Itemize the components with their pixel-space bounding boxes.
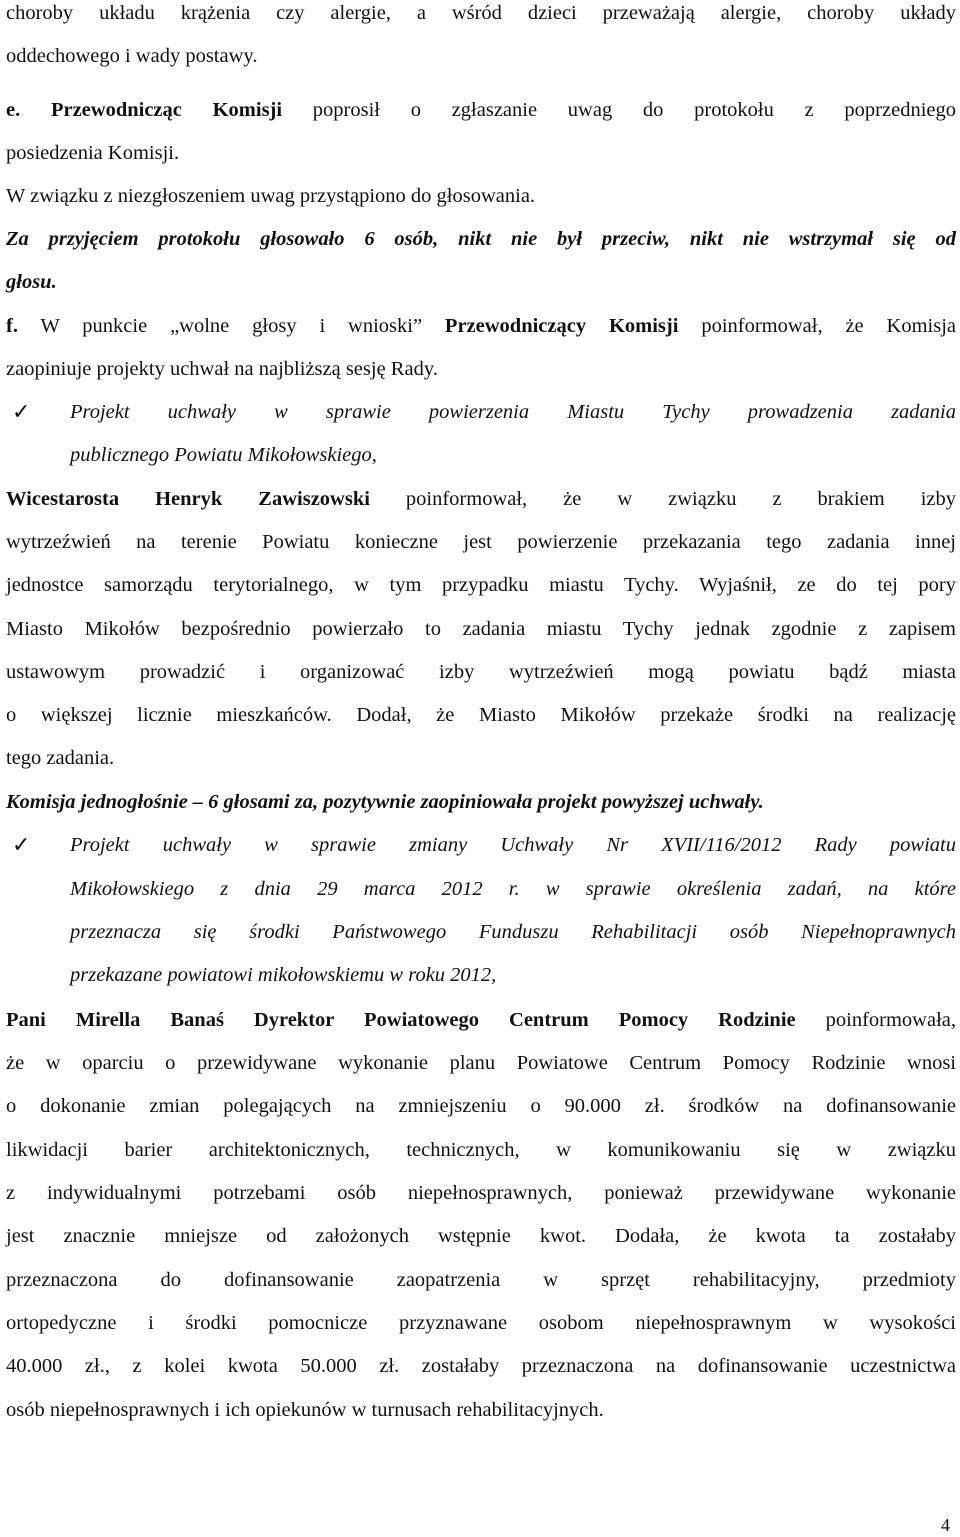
text: Miasto Mikołów bezpośrednio powierzało to zadania miastu Tychy jednak zgodnie z zapisem	[6, 618, 956, 640]
text: ustawowym prowadzić i organizować izby wytrzeźwień mogą powiatu bądź miasta	[6, 661, 956, 683]
text: 40.000 zł., z kolei kwota 50.000 zł. zostałaby przeznaczona na dofinansowanie uczestnictwa	[6, 1355, 956, 1377]
resolution-title	[70, 442, 956, 468]
text-line	[6, 140, 956, 166]
text: głosu.	[6, 271, 57, 293]
text-line	[6, 183, 956, 209]
resolution-title	[70, 399, 956, 425]
text-line	[6, 356, 956, 382]
text: posiedzenia Komisji.	[6, 142, 180, 164]
text: choroby układu krążenia czy alergie, a wśród dzieci przeważają alergie, choroby układy	[6, 2, 956, 24]
text: wytrzeźwień na terenie Powiatu konieczne jest powierzenie przekazania tego zadania innej	[6, 531, 956, 553]
text: przekazane powiatowi mikołowskiemu w roku 2012,	[70, 964, 497, 986]
text: o dokonanie zmian polegających na zmniejszeniu o 90.000 zł. środków na dofinansowanie	[6, 1095, 956, 1117]
text: jednostce samorządu terytorialnego, w tym przypadku miastu Tychy. Wyjaśnił, ze do tej pory	[6, 574, 956, 596]
text-line	[6, 1137, 956, 1163]
paragraph-f	[6, 313, 956, 339]
text: W punkcie „wolne głosy i wnioski”	[17, 315, 445, 337]
speaker-name: Pani Mirella Banaś Dyrektor Powiatowego Centrum Pomocy Rodzinie	[6, 1009, 796, 1031]
text: Komisja jednogłośnie – 6 głosami za, pozytywnie zaopiniowała projekt powyższej uchwały.	[6, 791, 764, 813]
text-line	[6, 1007, 956, 1033]
resolution-title	[70, 832, 956, 858]
resolution-title	[70, 919, 956, 945]
text-line	[6, 1223, 956, 1249]
bold-text: e. Przewodnicząc Komisji	[6, 99, 283, 121]
resolution-title	[70, 962, 956, 988]
resolution-title	[70, 876, 956, 902]
text: Projekt uchwały w sprawie zmiany Uchwały Nr XVII/116/2012 Rady powiatu	[70, 834, 956, 856]
text-line	[6, 1397, 956, 1423]
text: poinformował, że Komisja	[678, 315, 956, 337]
text-line	[6, 486, 956, 512]
text: Mikołowskiego z dnia 29 marca 2012 r. w sprawie określenia zadań, na które	[70, 878, 956, 900]
text-line	[6, 43, 956, 69]
text-line	[6, 1180, 956, 1206]
text: publicznego Powiatu Mikołowskiego,	[70, 444, 377, 466]
text: przeznaczona do dofinansowanie zaopatrzenia w sprzęt rehabilitacyjny, przedmioty	[6, 1269, 956, 1291]
text: poinformował, że w związku z brakiem izby	[369, 488, 956, 510]
text: Za przyjęciem protokołu głosowało 6 osób, nikt nie był przeciw, nikt nie wstrzymał się od	[6, 228, 956, 250]
text-line	[6, 1093, 956, 1119]
vote-result	[6, 269, 956, 295]
text-line	[6, 1353, 956, 1379]
text: że w oparciu o przewidywane wykonanie planu Powiatowe Centrum Pomocy Rodzinie wnosi	[6, 1052, 956, 1074]
text: o większej licznie mieszkańców. Dodał, że Miasto Mikołów przekaże środki na realizację	[6, 704, 956, 726]
text-line	[6, 745, 956, 771]
text: z indywidualnymi potrzebami osób niepełnosprawnych, ponieważ przewidywane wykonanie	[6, 1182, 956, 1204]
text: poprosił o zgłaszanie uwag do protokołu z poprzedniego	[282, 99, 957, 121]
vote-result	[6, 226, 956, 252]
text-line	[6, 616, 956, 642]
text-line	[6, 0, 956, 26]
speaker-name: Wicestarosta Henryk Zawiszowski	[6, 488, 370, 510]
text: przeznacza się środki Państwowego Funduszu Rehabilitacji osób Niepełnoprawnych	[70, 921, 956, 943]
bold-text: Przewodniczący Komisji	[444, 315, 679, 337]
text: jest znacznie mniejsze od założonych wstępnie kwot. Dodała, że kwota ta zostałaby	[6, 1225, 956, 1247]
checkmark-icon: ✓	[12, 399, 31, 424]
text-line	[6, 1267, 956, 1293]
text: poinformowała,	[795, 1009, 956, 1031]
text: likwidacji barier architektonicznych, technicznych, w komunikowaniu się w związku	[6, 1139, 956, 1161]
text: Projekt uchwały w sprawie powierzenia Miastu Tychy prowadzenia zadania	[70, 401, 956, 423]
paragraph-e	[6, 97, 956, 123]
text-line	[6, 529, 956, 555]
text: W związku z niezgłoszeniem uwag przystąpiono do głosowania.	[6, 185, 536, 207]
text-line	[6, 659, 956, 685]
text-line	[6, 572, 956, 598]
text: ortopedyczne i środki pomocnicze przyznawane osobom niepełnosprawnym w wysokości	[6, 1312, 956, 1334]
bold-text: f.	[6, 315, 18, 337]
text-line	[6, 1050, 956, 1076]
vote-result	[6, 789, 956, 815]
text: zaopiniuje projekty uchwał na najbliższą sesję Rady.	[6, 358, 438, 380]
text: tego zadania.	[6, 747, 115, 769]
text-line	[6, 702, 956, 728]
text-line	[6, 1310, 956, 1336]
page-number: 4	[941, 1515, 950, 1535]
text: osób niepełnosprawnych i ich opiekunów w turnusach rehabilitacyjnych.	[6, 1399, 604, 1421]
checkmark-icon: ✓	[12, 832, 31, 857]
text: oddechowego i wady postawy.	[6, 45, 258, 67]
